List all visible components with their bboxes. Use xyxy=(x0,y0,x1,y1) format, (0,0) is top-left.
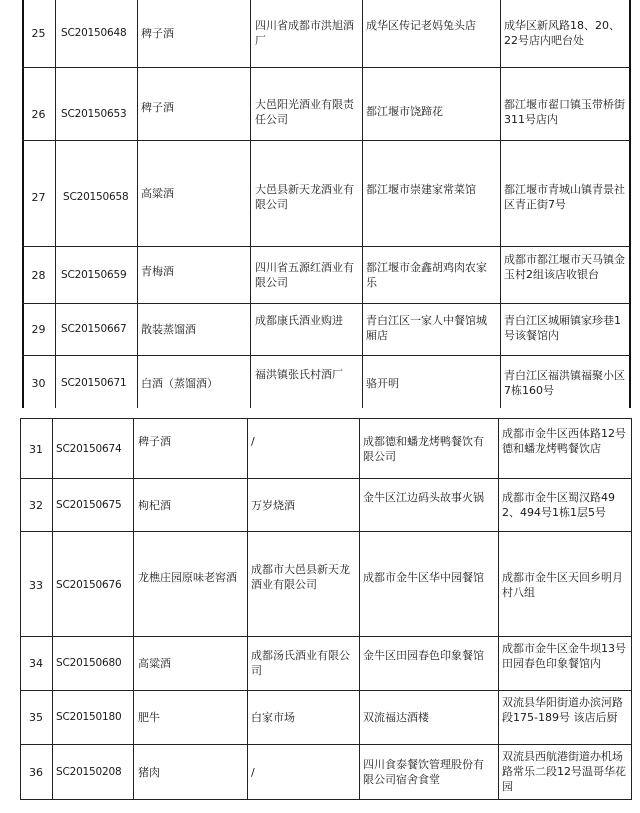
cell-address: 青白江区城厢镇家珍巷1号该餐馆内 xyxy=(504,314,621,342)
row-divider xyxy=(22,355,630,356)
cell-producer: / xyxy=(251,435,255,448)
lower-border-left xyxy=(20,418,21,800)
cell-producer: 大邑阳光酒业有限责任公司 xyxy=(255,98,354,126)
table-top-border xyxy=(20,418,632,419)
cell-producer: 福洪镇张氏村酒厂 xyxy=(255,368,343,381)
cell-code: SC20150208 xyxy=(56,766,122,778)
row-divider xyxy=(22,140,630,141)
cell-code: SC20150659 xyxy=(61,269,127,281)
upper-col-sep xyxy=(55,0,56,408)
cell-product: 稗子酒 xyxy=(138,435,171,448)
cell-no: 33 xyxy=(29,579,43,592)
cell-product: 龙樵庄园原味老窖酒 xyxy=(138,571,237,584)
lower-col-sep xyxy=(52,418,53,800)
cell-no: 28 xyxy=(31,269,46,282)
cell-address: 成都市都江堰市天马镇金玉村2组该店收银台 xyxy=(504,253,625,281)
cell-seller: 金牛区江边码头故事火锅 xyxy=(363,491,484,504)
cell-product: 白酒（蒸馏酒） xyxy=(141,377,218,390)
upper-col-sep xyxy=(250,0,251,408)
page-break-gap xyxy=(0,408,640,418)
row-divider xyxy=(20,531,632,532)
cell-no: 31 xyxy=(29,443,43,456)
row-divider xyxy=(20,690,632,691)
row-divider xyxy=(20,478,632,479)
cell-seller: 成都德和蟠龙烤鸭餐饮有限公司 xyxy=(363,435,484,463)
cell-no: 26 xyxy=(31,108,46,121)
cell-address: 都江堰市青城山镇青景社区青正街7号 xyxy=(504,183,625,211)
cell-address: 成华区新风路18、20、22号店内吧台处 xyxy=(504,19,620,47)
cell-code: SC20150676 xyxy=(56,579,122,591)
cell-address: 成都市金牛区金牛坝13号田园春色印象餐馆内 xyxy=(502,642,626,670)
cell-code: SC20150658 xyxy=(63,191,129,203)
table-bottom-border xyxy=(20,799,632,800)
cell-seller: 成华区传记老妈兔头店 xyxy=(366,19,476,32)
cell-product: 猪肉 xyxy=(138,766,160,779)
cell-producer: 成都汤氏酒业有限公司 xyxy=(251,649,350,677)
cell-code: SC20150671 xyxy=(61,377,127,389)
cell-address: 都江堰市翟口镇玉带桥街311号店内 xyxy=(504,98,625,126)
cell-seller: 金牛区田园春色印象餐馆 xyxy=(363,649,484,662)
cell-producer: / xyxy=(251,766,255,779)
cell-product: 枸杞酒 xyxy=(138,499,171,512)
cell-no: 35 xyxy=(29,711,43,724)
cell-producer: 大邑县新天龙酒业有限公司 xyxy=(255,183,354,211)
cell-no: 29 xyxy=(31,323,46,336)
lower-col-sep xyxy=(247,418,248,800)
row-divider xyxy=(22,246,630,247)
cell-seller: 都江堰市饶蹄花 xyxy=(366,105,443,118)
upper-border-right xyxy=(629,0,631,408)
cell-code: SC20150674 xyxy=(56,443,122,455)
cell-seller: 成都市金牛区华中园餐馆 xyxy=(363,571,484,584)
cell-code: SC20150180 xyxy=(56,711,122,723)
cell-address: 成都市金牛区蜀汉路492、494号1栋1层5号 xyxy=(502,491,615,519)
cell-address: 成都市金牛区西体路12号德和蟠龙烤鸭餐饮店 xyxy=(502,427,626,455)
cell-seller: 都江堰市金鑫胡鸡肉农家乐 xyxy=(366,261,487,289)
cell-product: 散装蒸馏酒 xyxy=(141,323,196,336)
cell-producer: 白家市场 xyxy=(251,711,295,724)
cell-code: SC20150653 xyxy=(61,108,127,120)
cell-product: 高粱酒 xyxy=(138,657,171,670)
cell-code: SC20150680 xyxy=(56,657,122,669)
cell-producer: 成都市大邑县新天龙酒业有限公司 xyxy=(251,563,350,591)
cell-product: 青梅酒 xyxy=(141,265,174,278)
cell-seller: 双流福达酒楼 xyxy=(363,711,429,724)
cell-no: 34 xyxy=(29,657,43,670)
upper-col-sep xyxy=(500,0,501,408)
cell-no: 30 xyxy=(31,377,46,390)
cell-address: 双流县华阳街道办滨河路段175-189号 该店后厨 xyxy=(502,696,623,724)
cell-seller: 青白江区一家人中餐馆城厢店 xyxy=(366,314,487,342)
cell-address: 成都市金牛区天回乡明月村八组 xyxy=(502,571,623,599)
cell-producer: 成都康氏酒业购进 xyxy=(255,314,343,327)
cell-producer: 万岁烧酒 xyxy=(251,499,295,512)
cell-seller: 四川食泰餐饮管理股份有限公司宿舍食堂 xyxy=(363,758,484,786)
upper-col-sep xyxy=(137,0,138,408)
cell-product: 肥牛 xyxy=(138,711,160,724)
cell-no: 27 xyxy=(31,191,46,204)
lower-col-sep xyxy=(133,418,134,800)
cell-no: 36 xyxy=(29,766,43,779)
row-divider xyxy=(20,636,632,637)
cell-product: 高粱酒 xyxy=(141,187,174,200)
cell-address: 双流县西航港街道办机场路常乐二段12号温哥华花园 xyxy=(502,750,626,793)
cell-no: 25 xyxy=(31,27,46,40)
cell-address: 青白江区福洪镇福聚小区7栋160号 xyxy=(504,369,625,397)
table-lower xyxy=(0,418,640,800)
cell-product: 稗子酒 xyxy=(141,101,174,114)
cell-producer: 四川省五源红酒业有限公司 xyxy=(255,261,354,289)
cell-code: SC20150667 xyxy=(61,323,127,335)
cell-code: SC20150675 xyxy=(56,499,122,511)
lower-col-sep xyxy=(359,418,360,800)
lower-col-sep xyxy=(498,418,499,800)
cell-seller: 都江堰市崇建家常菜馆 xyxy=(366,183,476,196)
lower-border-right xyxy=(631,418,632,800)
cell-seller: 骆开明 xyxy=(366,377,399,390)
cell-product: 稗子酒 xyxy=(141,27,174,40)
row-divider xyxy=(20,744,632,745)
cell-no: 32 xyxy=(29,499,43,512)
row-divider xyxy=(22,303,630,304)
row-divider xyxy=(22,67,630,68)
upper-col-sep xyxy=(362,0,363,408)
cell-producer: 四川省成都市洪旭酒厂 xyxy=(255,19,354,47)
cell-code: SC20150648 xyxy=(61,27,127,39)
